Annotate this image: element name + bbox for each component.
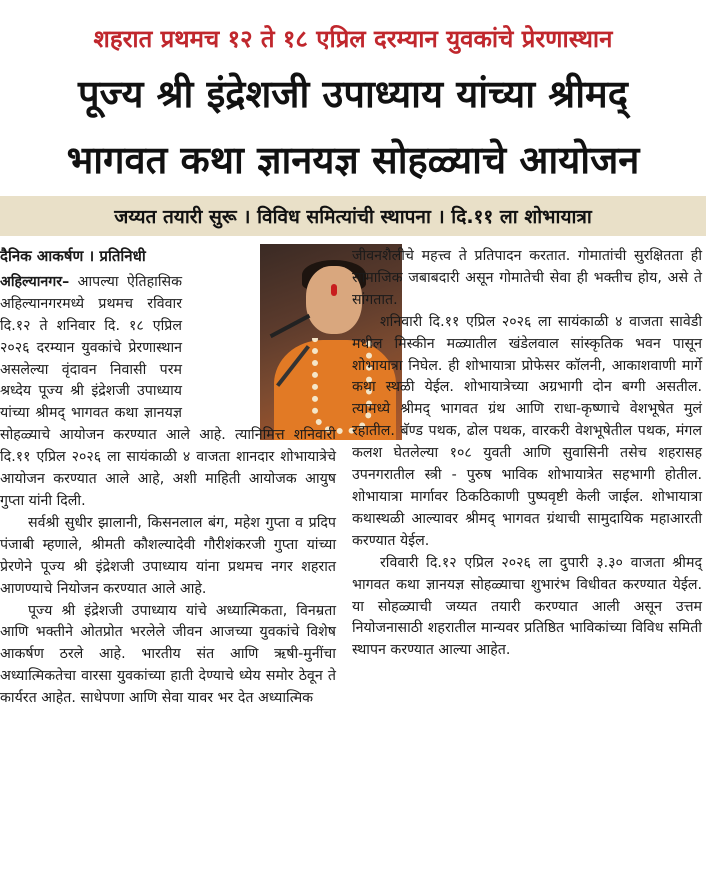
subheadline-bar: [0, 196, 706, 236]
article-paragraph: पूज्य श्री इंद्रेशजी उपाध्याय यांचे अध्यात्मिकता, विनम्रता आणि भक्तीने ओतप्रोत भरलेले जीवन आजच्या युवकांचे विशेष आकर्षण ठरले आहे. भारतीय संत आणि ऋषी-मुनींचा अध्यात्मिकतेचा वारसा युवकांच्या हाती देण्याचे ध्येय समोर ठेवून ते कार्यरत आहेत. साधेपणा आणि सेवा यावर भर देत अध्यात्मिक: [0, 602, 336, 707]
article-paragraph: रविवारी दि.१२ एप्रिल २०२६ ला दुपारी ३.३० वाजता श्रीमद् भागवत कथा ज्ञानयज्ञ सोहळ्याचा शुभारंभ विधीवत करण्यात येईल. या सोहळ्याची जय्यत तयारी करण्यात आली असून उत्तम नियोजनासाठी शहरातील मान्यवर प्रतिष्ठित भाविकांच्या विविध समिती स्थापन करण्यात आल्या आहेत.: [352, 554, 702, 659]
dateline-place: अहिल्यानगर–: [0, 273, 70, 290]
paragraph-text: आपल्या ऐतिहासिक अहिल्यानगरमध्ये प्रथमच रविवार दि.१२ ते शनिवार दि. १८ एप्रिल २०२६ दरम्यान युवकांचे प्रेरणास्थान असलेल्या वृंदावन निवासी परम श्रध्देय पूज्य श्री इंद्रेशजी उपाध्याय यांच्या श्रीमद् भागवत कथा ज्ञानयज्ञ सोहळ्याचे आयोजन करण्यात आले आहे. त्यानिमित्त शनिवारी दि.११ एप्रिल २०२६ ला सायंकाळी ४ वाजता शानदार शोभायात्रेचे आयोजन करण्यात आले आहे, अशी माहिती आयोजक आयुष गुप्ता यांनी दिली.: [0, 273, 336, 509]
article-paragraph: जीवनशैलीचे महत्त्व ते प्रतिपादन करतात. गोमातांची सुरक्षितता ही सामाजिक जबाबदारी असून गोमातेची सेवा ही भक्तीच होय, असे ते सांगतात.: [352, 248, 702, 308]
article-paragraph: सर्वश्री सुधीर झालानी, किसनलाल बंग, महेश गुप्ता व प्रदिप पंजाबी म्हणाले, श्रीमती कौशल्यादेवी गौरीशंकरजी गुप्ता यांच्या प्रेरणेने पूज्य श्री इंद्रेशजी उपाध्याय यांना प्रथमच नगर शहरात आणण्याचे नियोजन करण्यात आले आहे.: [0, 514, 336, 597]
kicker-headline: शहरात प्रथमच १२ ते १८ एप्रिल दरम्यान युवकांचे प्रेरणास्थान: [93, 25, 613, 53]
byline: दैनिक आकर्षण । प्रतिनिधी: [0, 247, 146, 265]
photo-float-spacer: [192, 220, 340, 418]
headline-line-1: पूज्य श्री इंद्रेशजी उपाध्याय यांच्या श्रीमद्: [78, 72, 628, 116]
article-column-left: [0, 246, 336, 710]
headline-line-2: भागवत कथा ज्ञानयज्ञ सोहळ्याचे आयोजन: [66, 138, 640, 182]
subheadline-text: जय्यत तयारी सुरू । विविध समित्यांची स्थापना । दि.११ ला शोभायात्रा: [114, 206, 592, 228]
article-column-right: [352, 246, 702, 662]
article-paragraph: शनिवारी दि.११ एप्रिल २०२६ ला सायंकाळी ४ वाजता सावेडी मधील मिस्कीन मळ्यातील खंडेलवाल सांस्कृतिक भवन पासून शोभायात्रा निघेल. ही शोभायात्रा प्रोफेसर कॉलनी, आकाशवाणी मार्गे कथा स्थळी येईल. शोभायात्रेच्या अग्रभागी दोन बग्गी असतील. त्यामध्ये श्रीमद् भागवत ग्रंथ आणि राधा-कृष्णाचे वेशभूषेत मुलं रहातील. बॅण्ड पथक, ढोल पथक, वारकरी वेशभूषेतील पथक, मंगल कलश घेतलेल्या १०८ युवती आणि सुवासिनी तसेच शहरासह उपनगरातील स्त्री - पुरुष भाविक शोभायात्रेत सहभागी होतील. शोभायात्रा मार्गावर ठिकठिकाणी पुष्पवृष्टी केली जाईल. शोभायात्रा कथास्थळी आल्यावर श्रीमद् भागवत ग्रंथाची सामुदायिक महाआरती करण्यात येईल.: [352, 313, 702, 549]
